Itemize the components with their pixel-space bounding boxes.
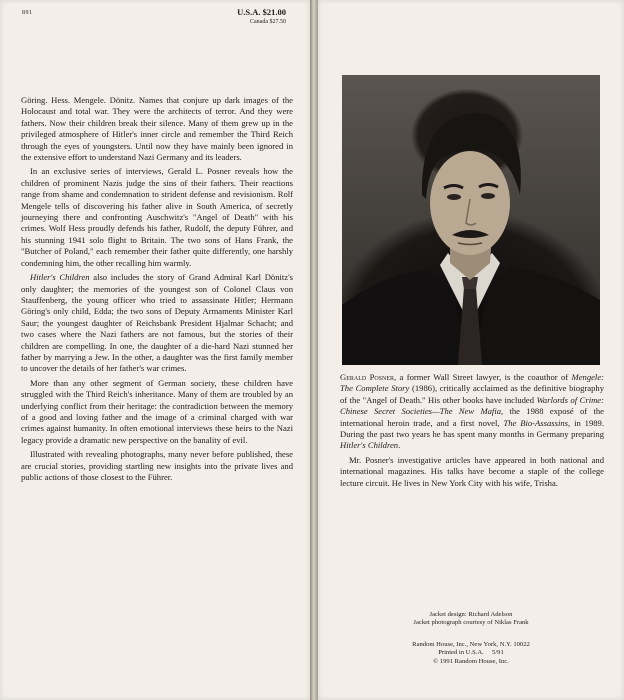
bio-text-run: Gerald Posner <box>340 372 395 382</box>
flap-text-run: In an exclusive series of interviews, Gerald L. Posner reveals how the children of prominent Nazis judge the sins of their fathers. Their reactions range from shame and condemnation to strident defense and revisionism. Rolf Mengele tells of discovering his father alive in South America, of secretly journeying there and confronting Auschwitz's "Angel of Death" with his crimes. Wolf Hess proudly defends his father, Rudolf, the deputy Führer, and his stunning 1941 solo flight to Britain. The two sons of Hans Frank, the "Butcher of Poland," each remember their father quite differently, one harshly condemning him, the other recalling him warmly. <box>21 166 293 268</box>
copyright-notice: © 1991 Random House, Inc. <box>433 657 509 665</box>
bio-paragraph <box>340 372 604 452</box>
bio-text-run: Mr. Posner's investigative articles have appeared in both national and international magazines. His talks have become a staple of the college lecture circuit. He lives in New York City with his wife, Trisha. <box>340 454 604 488</box>
bio-text-run: The Bio-Assassins <box>503 417 568 428</box>
back-flap <box>0 0 310 700</box>
printed-info: Printed in U.S.A. 5/91 <box>438 649 504 657</box>
flap-paragraph <box>21 166 293 269</box>
flap-text-run: More than any other segment of German society, these children have struggled with the Third Reich's inheritance. Many of them are troubled by an underlying conflict from their heritage: the contradiction between the memory of a good and loving father and the image of a criminal charged with war crimes against humanity. In often emotional interviews these heirs to the Nazi legacy provide a dramatic new perspective on the banality of evil. <box>21 377 293 445</box>
flap-paragraph <box>21 272 293 375</box>
publisher-address: Random House, Inc., New York, N.Y. 10022 <box>412 641 530 648</box>
flap-text-run: also includes the story of Grand Admiral Karl Dönitz's only daughter; the memories of the youngest son of Colonel Claus von Stauffenberg, the young officer who tried to assassinate Hitler; Hermann Göring's only child, Edda; the two sons of Deputy Armaments Minister Karl Saur; the youngest daughter of Reichsbank President Hjalmar Schacht; and two cases where the Nazi fathers are not famous, but the stories of their children are compelling. In one, the daughter of a die-hard Nazi stunned her father by marrying a Jew. In the other, a daughter was the first family member to uncover the details of her father's war crimes. <box>21 272 293 374</box>
author-bio <box>340 372 604 492</box>
price-us: U.S.A. $21.00 <box>237 7 286 17</box>
bio-text-run: Mengele: The Complete Story <box>340 372 604 394</box>
bio-text-run: Hitler's Children <box>340 440 399 451</box>
flap-text-run: Göring. Hess. Mengele. Dönitz. Names that conjure up dark images of the Holocaust and total war. They were the architects of terror. And they were fathers. Now their children break their silence. Many of them grew up in the privileged atmosphere of Hitler's inner circle and remember the Third Reich through the eyes of youngsters. Until now they have mainly been ignored in the extensive effort to understand Nazi Germany and its leaders. <box>21 95 293 163</box>
bio-text-run: (1986), critically acclaimed as the definitive biography of the "Angel of Death." His other books have included <box>340 383 604 405</box>
bio-paragraph <box>340 455 604 489</box>
flap-text-run: Hitler's Children <box>30 272 90 283</box>
bio-text-run: Warlords of Crime: Chinese Secret Societies—The New Mafia <box>340 394 604 417</box>
bio-text-run: , the 1988 exposé of the international heroin trade, and a first novel, <box>340 406 604 428</box>
flap-paragraph <box>21 449 293 483</box>
price-canada: Canada $27.50 <box>250 19 286 25</box>
publisher-info <box>318 641 624 666</box>
jacket-credits <box>318 611 624 628</box>
jacket-photo-credit: Jacket photograph courtesy of Niklas Frank <box>413 619 529 627</box>
bio-text-run: , a former Wall Street lawyer, is the coauthor of <box>394 372 572 382</box>
author-photo <box>342 75 600 365</box>
author-portrait-image <box>342 75 600 365</box>
bio-text-run: , in 1989. During the past two years he has spent many months in Germany preparing <box>340 417 605 440</box>
catalog-code: 891 <box>22 10 33 16</box>
flap-text-run: Illustrated with revealing photographs, many never before published, these are crucial stories, providing startling new insights into the private lives and public actions of those closest to the Führer. <box>21 449 293 482</box>
jacket-design-credit: Jacket design: Richard Adelson <box>429 611 513 618</box>
jacket-fold <box>310 0 318 700</box>
price-block <box>237 7 286 25</box>
flap-paragraph <box>21 378 293 446</box>
bio-text-run: . <box>398 440 401 451</box>
flap-description <box>21 95 293 486</box>
front-flap <box>318 0 624 700</box>
flap-paragraph <box>21 95 293 163</box>
